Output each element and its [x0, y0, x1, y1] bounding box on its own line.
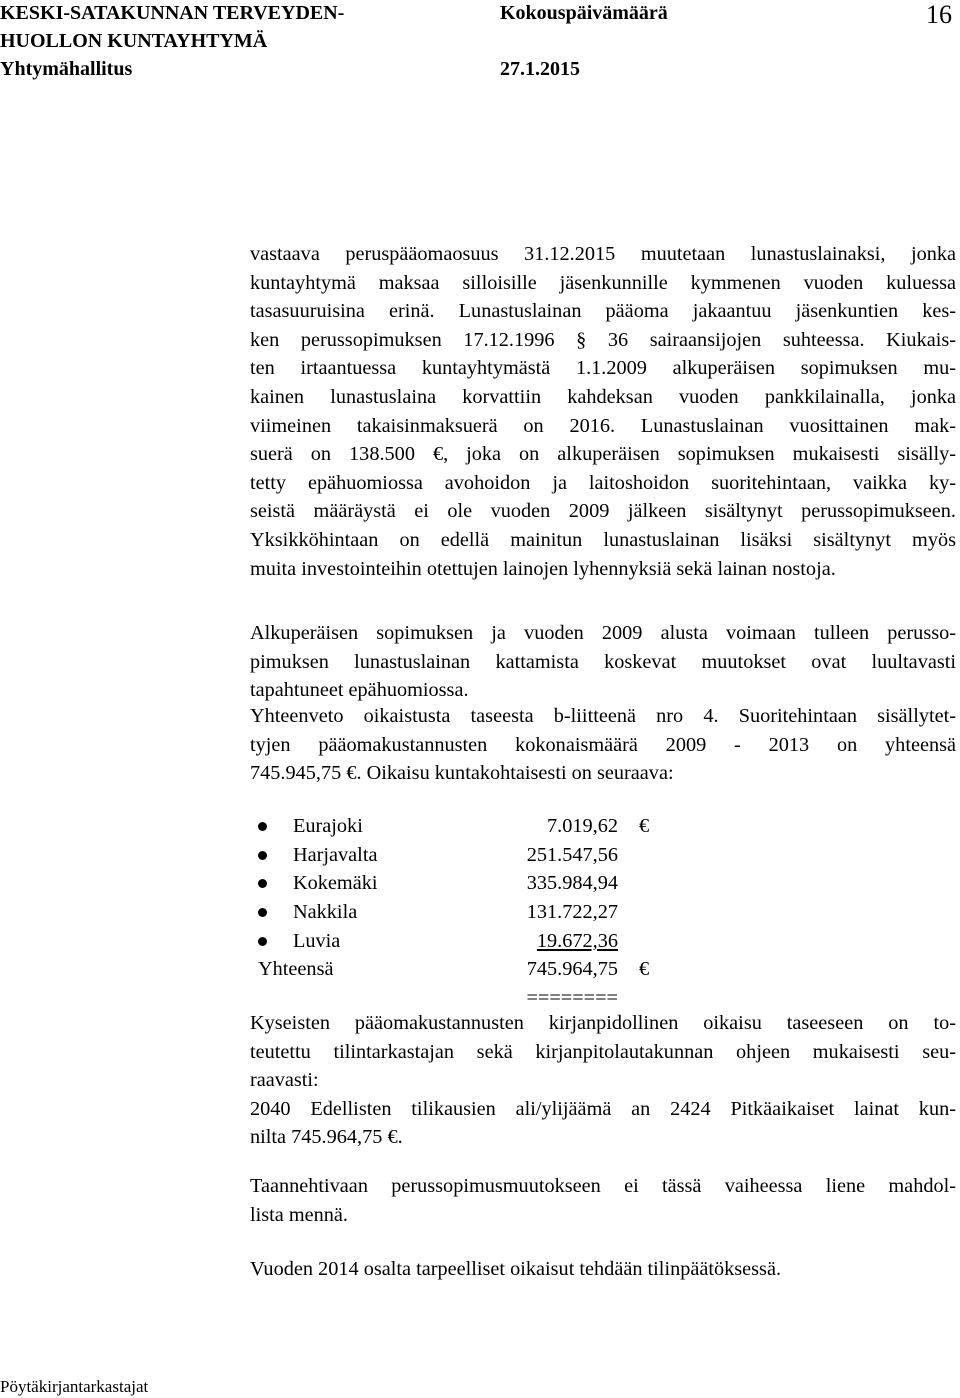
correction-amount: 131.722,27 [526, 901, 618, 924]
list-item [258, 869, 678, 898]
organization-name-line2: HUOLLON KUNTAYHTYMÄ [0, 30, 268, 52]
text-line: lista mennä. [250, 1203, 348, 1226]
bullet-icon [258, 851, 267, 860]
municipality-name: Harjavalta [293, 843, 378, 866]
list-item [258, 927, 678, 956]
total-label: Yhteensä [258, 958, 334, 981]
correction-amount: 251.547,56 [526, 843, 618, 866]
text-line: Kyseisten pääomakustannusten kirjanpidollinen oikaisu taseeseen on to- [250, 1012, 956, 1034]
municipality-name: Eurajoki [293, 815, 363, 837]
text-line: muita investointeihin otettujen lainojen lyhennyksiä sekä lainan nostoja. [250, 557, 836, 580]
bullet-icon [258, 937, 267, 946]
text-line: teutettu tilintarkastajan sekä kirjanpitolautakunnan ohjeen mukaisesti seu- [250, 1040, 956, 1063]
text-line: viimeinen takaisinmaksuerä on 2016. Lunastuslainan vuosittainen mak- [250, 414, 956, 437]
text-line: 2040 Edellisten tilikausien ali/ylijäämä an 2424 Pitkäaikaiset lainat kun- [250, 1097, 956, 1120]
currency-symbol: € [639, 815, 650, 837]
double-rule: ======== [526, 987, 618, 1010]
paragraph-accounting-correction [250, 1009, 956, 1152]
bullet-icon [258, 879, 267, 888]
text-line: raavasti: [250, 1069, 319, 1092]
text-line: tapahtuneet epähuomiossa. [250, 679, 469, 702]
corrections-list [258, 812, 678, 1013]
text-line: vastaava peruspääomaosuus 31.12.2015 muutetaan lunastuslainaksi, jonka [250, 243, 956, 265]
text-line: nilta 745.964,75 €. [250, 1126, 403, 1149]
list-item [258, 812, 678, 841]
text-line: ten irtaantuessa kuntayhtymästä 1.1.2009 alkuperäisen sopimuksen mu- [250, 357, 956, 380]
list-item [258, 898, 678, 927]
paragraph-summary [250, 702, 956, 788]
correction-amount: 19.672,36 [536, 929, 618, 952]
minutes-checkers-label: Pöytäkirjantarkastajat [0, 1377, 149, 1396]
text-line: Alkuperäisen sopimuksen ja vuoden 2009 alusta voimaan tulleen perusso- [250, 622, 956, 644]
correction-amount: 335.984,94 [526, 872, 618, 895]
meeting-date-label: Kokouspäivämäärä [500, 2, 668, 24]
text-line: Yksikköhintaan on edellä mainitun lunastuslainan lisäksi sisältynyt myös [250, 528, 956, 551]
text-line: 745.945,75 €. Oikaisu kuntakohtaisesti on seuraava: [250, 762, 674, 785]
total-amount: 745.964,75 [526, 958, 618, 981]
paragraph-agreement-changes [250, 619, 956, 705]
text-line: tetty epähuomiossa avohoidon ja laitoshoidon suoritehintaan, vaikka ky- [250, 471, 956, 494]
paragraph-retroactive-change [250, 1172, 956, 1229]
text-line: seistä määräystä ei ole vuoden 2009 jälkeen sisältynyt perussopimukseen. [250, 500, 956, 523]
text-line: kainen lunastuslaina korvattiin kahdeksan vuoden pankkilainalla, jonka [250, 385, 956, 408]
text-line: Vuoden 2014 osalta tarpeelliset oikaisut tehdään tilinpäätöksessä. [250, 1258, 782, 1280]
organization-name-line1: KESKI-SATAKUNNAN TERVEYDEN- [0, 2, 345, 24]
governing-body: Yhtymähallitus [0, 58, 133, 80]
text-line: tasasuuruisina erinä. Lunastuslainan pääoma jakaantuu jäsenkuntien kes- [250, 300, 956, 323]
list-item [258, 841, 678, 870]
text-line: ken perussopimuksen 17.12.1996 § 36 sairaansijojen suhteessa. Kiukais- [250, 328, 956, 351]
text-line: Taannehtivaan perussopimusmuutokseen ei tässä vaiheessa liene mahdol- [250, 1175, 956, 1197]
correction-amount: 7.019,62 [547, 815, 618, 837]
bullet-icon [258, 908, 267, 917]
text-line: pimuksen lunastuslainan kattamista koskevat muutokset ovat luultavasti [250, 650, 956, 673]
municipality-name: Luvia [293, 929, 341, 952]
meeting-date: 27.1.2015 [500, 58, 580, 80]
total-row [258, 955, 678, 984]
text-line: Yhteenveto oikaistusta taseesta b-liitteenä nro 4. Suoritehintaan sisällytet- [250, 705, 956, 727]
bullet-icon [258, 822, 267, 831]
paragraph-loan-background [250, 240, 956, 583]
text-line: kuntayhtymä maksaa silloisille jäsenkunnille kymmenen vuoden kuluessa [250, 271, 956, 294]
text-line: tyjen pääomakustannusten kokonaismäärä 2009 - 2013 on yhteensä [250, 733, 956, 756]
text-line: suerä on 138.500 €, joka on alkuperäisen sopimuksen mukaisesti sisälly- [250, 443, 956, 466]
paragraph-2014-corrections [250, 1255, 956, 1284]
municipality-name: Kokemäki [293, 872, 378, 895]
page-number: 16 [926, 0, 952, 29]
municipality-name: Nakkila [293, 901, 358, 924]
currency-symbol: € [639, 958, 650, 981]
